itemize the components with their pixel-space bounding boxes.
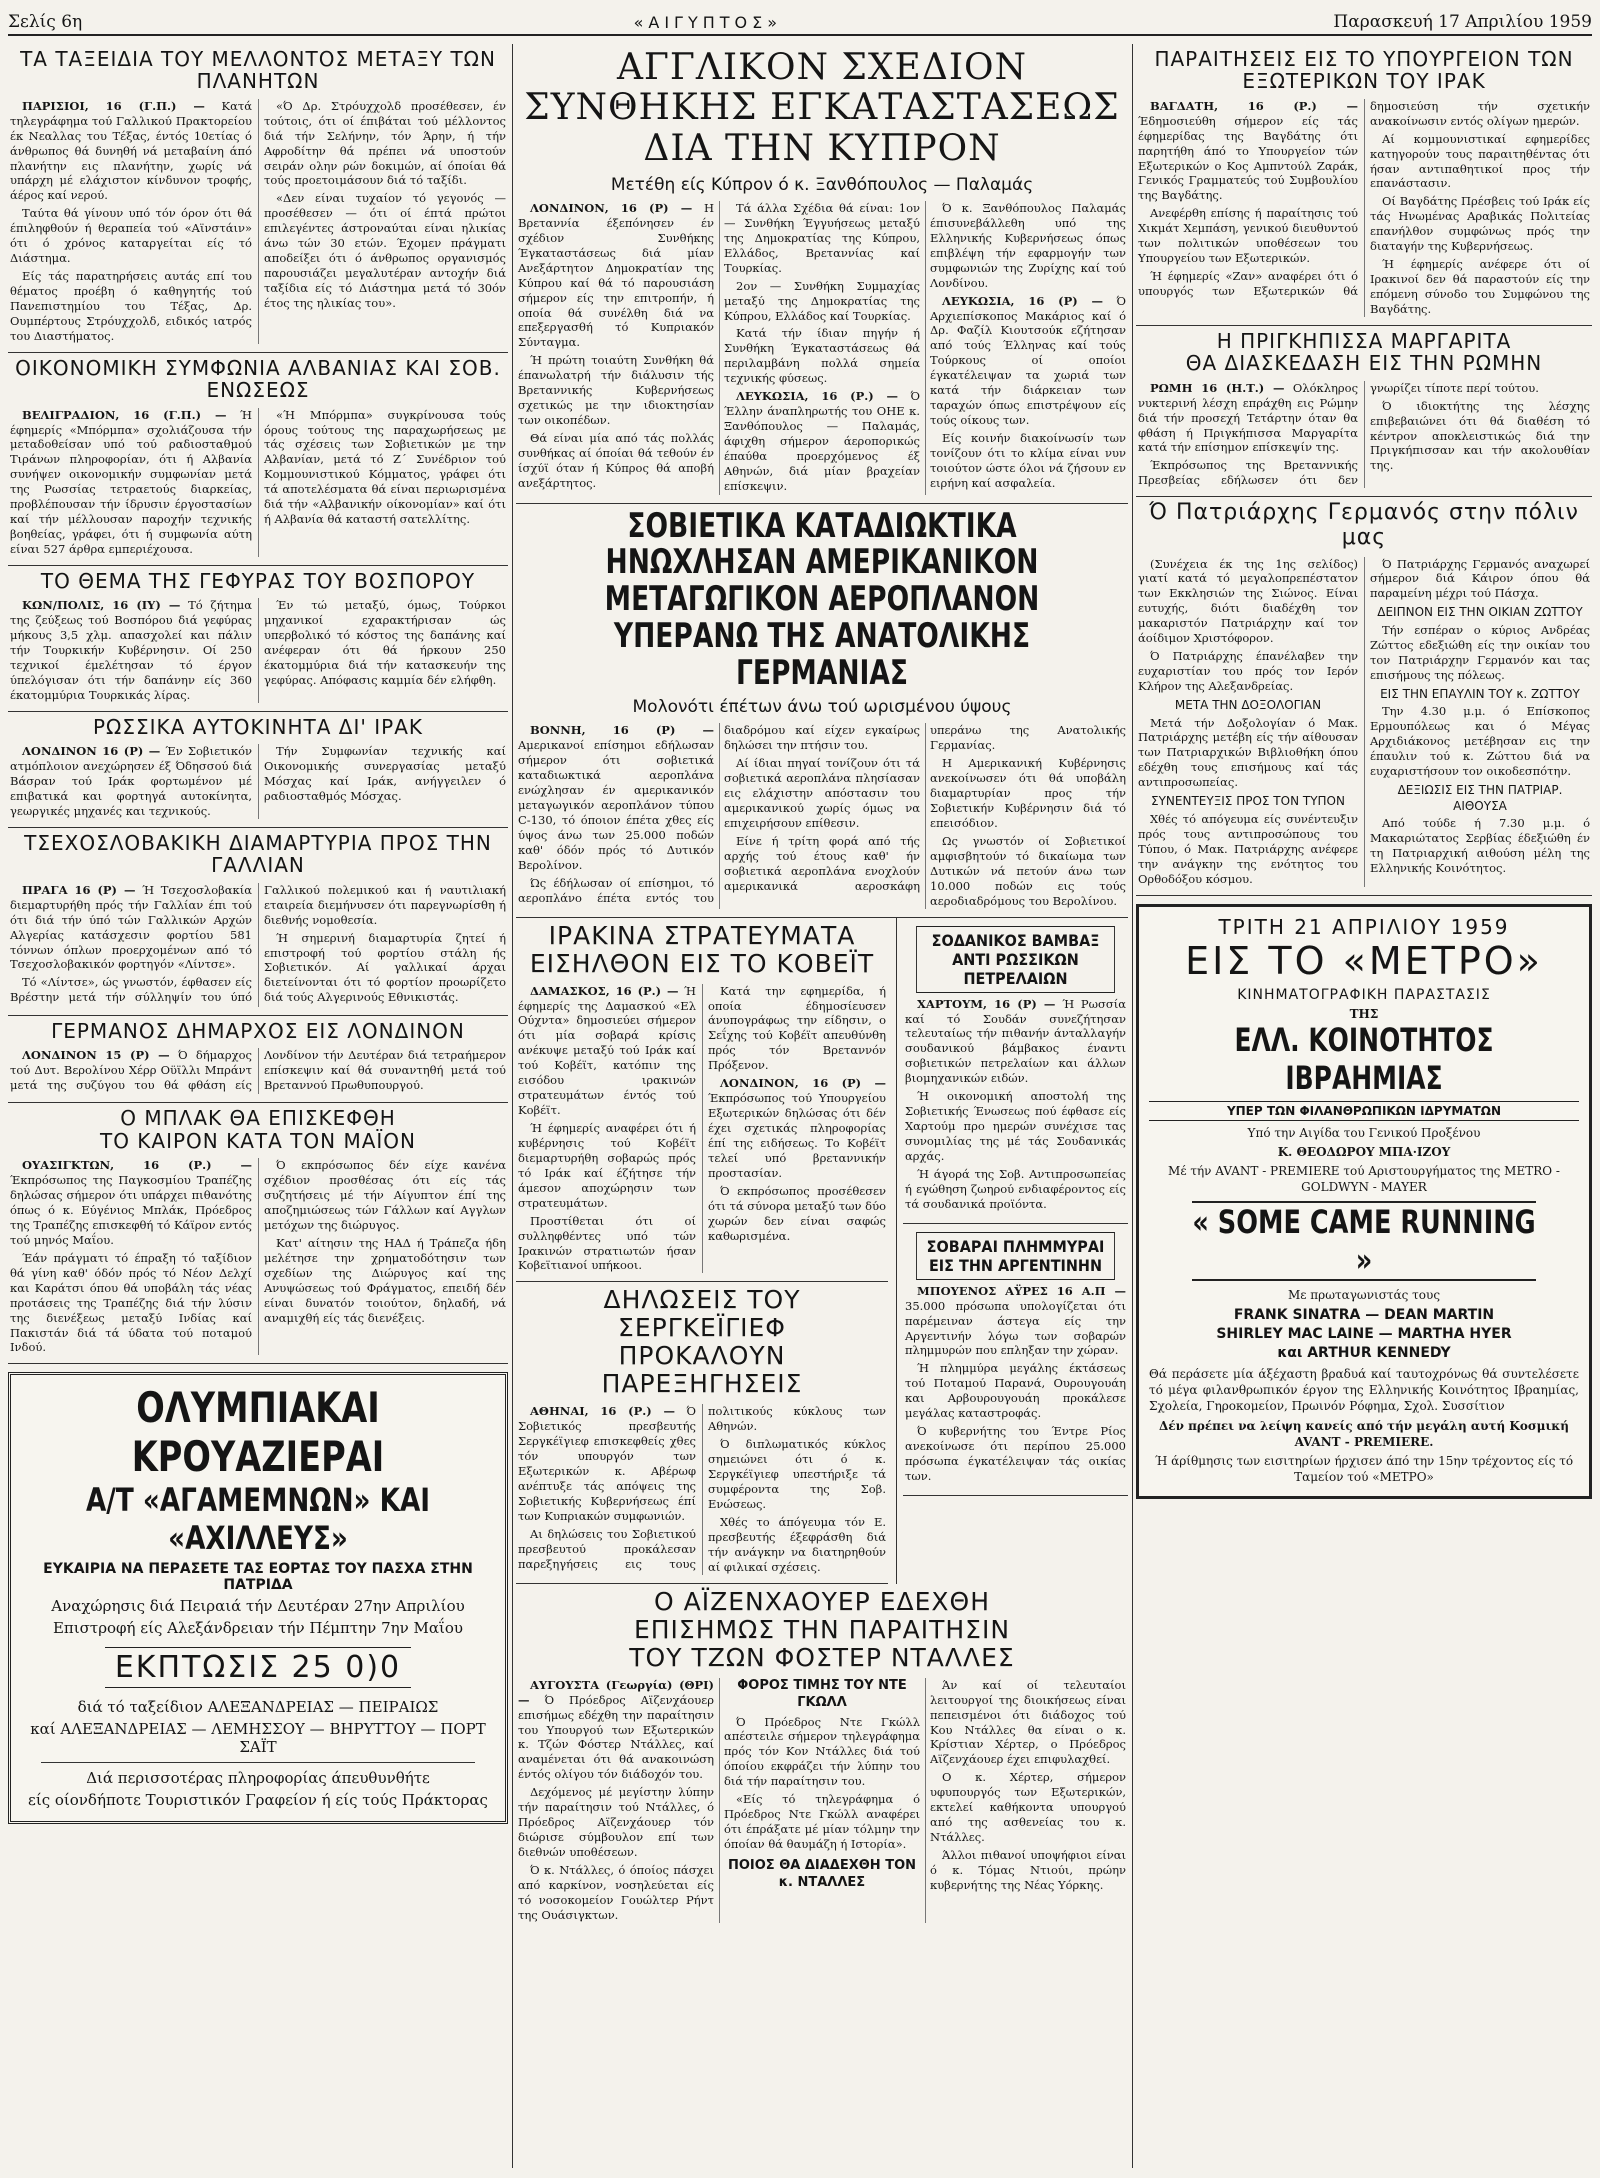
headline: ΤΟ ΘΕΜΑ ΤΗΣ ΓΕΦΥΡΑΣ ΤΟΥ ΒΟΣΠΟΡΟΥ <box>40 568 476 593</box>
paragraph: Ό Αρχιεπίσκοπος Μακάριος καί ό Δρ. Φαζίλ Κιουτσούκ εζήτησαν από τούς Έλληνας καί τούς Τούρκους οί οποίοι έγκατέλειψαν τα χωριά των κατά τήν διάρκειαν των ταραχών όπως επιστρέψουν είς τούς οίκους των. <box>930 293 1126 428</box>
paragraph: Ό Πρόεδρος Ντε Γκώλλ απέστειλε σήμερον τηλεγράφημα πρός τόν Κον Ντάλλες διά τού όποίου εκφράζει τήν λύπην του διά τήν παραίτησιν του. <box>724 1714 920 1789</box>
dateline: ΧΑΡΤΟΥΜ, 16 (Ρ) — <box>917 996 1056 1011</box>
ad-line: Κ. ΘΕΟΔΩΡΟΥ ΜΠΑ·ΙΖΟΥ <box>1277 1144 1451 1159</box>
ad-line: Επιστροφή είς Αλεξάνδρειαν τήν Πέμπτην 7ην Μαΐου <box>52 1619 464 1638</box>
subheading: ΠΟΙΟΣ ΘΑ ΔΙΑΔΕΧΘΗ ΤΟΝ κ. ΝΤΑΛΛΕΣ <box>727 1857 917 1890</box>
ad-line: Αναχώρησις διά Πειραιά τήν Δευτέραν 27ην Απριλίου <box>51 1597 465 1616</box>
paragraph: Ό κυβερνήτης του Έντρε Ρίος ανεκοίνωσε ότι περίπου 25.000 πρόσωπα έγκατέλειψαν τάς οικίας των. <box>905 1424 1126 1483</box>
paragraph: «Ό Δρ. Στρόυχχολδ προσέθεσεν, έν τούτοις, ότι οί έπιβάται τού μέλλοντος διά τήν Σελήνην, τόν Άρην, ή τήν Αφροδίτην θά πρέπει νά υποστούν σειράν ολην ρών δοκιμών, αί όποίαι θά τούς προετοιμάσουν διά τό ταξίδι. <box>264 98 506 188</box>
article-bosporus-bridge <box>8 566 508 712</box>
article-cyprus-treaty <box>516 44 1128 504</box>
paragraph: Η Βρεταννία έξεπόνησεν έν σχέδιον Συνθήκης Έγκαταστάσεως διά μίαν Ανεξάρτητον Δημοκρατίαν της Κύπρου καί θά τό παρουσιάση σήμερον είς την επιτροπήν, ή οποία θά συνέλθη διά να επεξεργασθή τό Κυπριακόν Σύνταγμα. <box>518 200 715 350</box>
paragraph: (Συνέχεια έκ της 1ης σελίδος) γιατί κατά τό μεγαλοπρεπέστατον των Εκκλησιών της Σιώνος. Είναι ευτυχής, διότι διαδέχθη τον μακαριστόν Πατριάρχην καί τον άοίδιμον Χριστόφορον. <box>1138 556 1358 646</box>
dateline: ΜΠΟΥΕΝΟΣ ΑΫΡΕΣ 16 Α.Π — <box>917 1283 1126 1298</box>
headline: Ο ΜΠΛΑΚ ΘΑ ΕΠΙΣΚΕΦΘΗ <box>120 1106 396 1131</box>
issue-date: Παρασκευή 17 Απριλίου 1959 <box>1333 12 1592 32</box>
article-german-mayor <box>8 1016 508 1104</box>
subheading: ΣΥΝΕΝΤΕΥΞΙΣ ΠΡΟΣ ΤΟΝ ΤΥΠΟΝ <box>1151 794 1345 809</box>
article-patriarch <box>1136 497 1592 895</box>
subheadline: Μετέθη είς Κύπρον ό κ. Ξανθόπουλος — Παλαμάς <box>610 174 1034 195</box>
paragraph: Προστίθεται ότι οί συλληφθέντες υπό τών Ιρακινών στρατιωτών ήσαν Κοβεϊτιανοί υπήκοοι. <box>518 1213 696 1273</box>
paragraph: Δεχόμενος μέ μεγίστην λύπην τήν παραίτησιν τού Ντάλλες, ό Πρόεδρος Αϊζενχάουερ τόν διώρισε σύμβουλον επί των διεθνών υποθέσεων. <box>518 1785 714 1860</box>
article-body <box>1138 381 1590 489</box>
paragraph: Αι δηλώσεις του Σοβιετικού πρεσβευτού προκάλεσαν παρεξηγήσεις εις τους πολιτικούς κύκλους των Αθηνών. <box>518 1404 886 1571</box>
paragraph: Είνε ή τρίτη φορά από τής αρχής τού έτους καθ' ήν σοβιετικά αεροπλάνα ενοχλούν αμερικανικά αεροσκάφη υπεράνω της Ανατολικής Γερμανίας. <box>724 723 1126 893</box>
dateline: ΠΑΡΙΣΙΟΙ, 16 (Γ.Π.) — <box>22 98 205 113</box>
ad-line: Δέν πρέπει να λείψη κανείς από τήν μεγάλη αυτή Κοσμική AVANT - PREMIERE. <box>1158 1418 1569 1449</box>
article-body <box>905 997 1126 1212</box>
column-rule <box>1132 44 1133 2168</box>
dateline: ΛΟΝΔΙΝΟΝ, 16 (Ρ) — <box>720 1076 886 1091</box>
dateline: ΚΩΝ/ΠΟΛΙΣ, 16 (ΙΥ) — <box>22 598 181 613</box>
paragraph: Ή οικονομική αποστολή της Σοβιετικής Ένωσεως πού έφθασε είς Χαρτούμ προ ημερών συνέχισε τας συνομιλίας της μέ τάς Σουδανικάς αρχάς. <box>905 1089 1126 1163</box>
paragraph: Ό κ. Ξανθόπουλος Παλαμάς έπισυνεβάλλεθη υπό της Ελληνικής Κυβερνήσεως όπως επιβλέψη τήν εφαρμογήν των συμφωνιών της Ζυρίχης καί τού Λονδίνου. <box>930 200 1126 290</box>
dateline: ΒΑΓΔΑΤΗ, 16 (Ρ.) — <box>1150 98 1358 113</box>
paragraph: Άλλοι πιθανοί υποψήφιοι είναι ό κ. Τόμας Ντιούι, πρώην κυβερνήτης της Νέας Υόρκης. <box>930 1848 1126 1892</box>
article-argentina-floods <box>903 1224 1128 1496</box>
article-body <box>1138 99 1590 317</box>
paragraph: Ή έφημερίς «Μπόρμπα» σχολιάζουσα τήν μεταδοθείσαν υπό τού ραδιοσταθμού Τιράνων πληροφορίαν, ότι ή Αλβανία συνήψεν οικονομικήν συμφωνίαν μετά της Ρωσσίας τετραετούς διαρκείας, προβλέπουσαν τήν ίδρυσιν έργοστασίων καί τήν μέλλουσαν παροχήν τεχνικής βοηθείας, γράφει, ότι ή συμφωνία αύτη είναι 527 άρθρα εμπεριέχουσα. <box>10 407 252 556</box>
paragraph: Ως γνωστόν οί Σοβιετικοί αμφισβητούν τό δικαίωμα των Δυτικών νά πετούν άνω των 10.000 ποδών εις τούς αεροδιαδρόμους του Βερολίνου. <box>930 833 1126 908</box>
paragraph: 35.000 πρόσωπα υπολογίζεται ότι παρέμειναν άστεγα είς την Αργεντινήν λόγω των σοβαρών πλημμυρών που επληξαν την χώραν. <box>905 1298 1126 1358</box>
paragraph: Ή πλημμύρα μεγάλης έκτάσεως τού Ποταμού Παρανά, Ουρουγουάη και Αρβουρουγουάη προκάλεσε μεγάλας καταστροφάς. <box>905 1361 1126 1421</box>
paragraph: Θά είναι μία από τάς πολλάς συνθήκας αί όποίαι θά τεθούν έν ίσχύϊ όταν ή Κύπρος θά αποβή ανεξάρτητος. <box>518 431 714 490</box>
headline: ΠΡΟΚΑΛΟΥΝ ΠΑΡΕΞΗΓΗΣΕΙΣ <box>601 1341 803 1399</box>
article-body <box>518 984 886 1274</box>
paragraph: Ή σημερινή διαμαρτυρία ζητεί ή επιστροφή τού φορτίου στάλη ής Σοβιετικόν. Αί γαλλικαί άρχαι διετείνονται ότι τό φορτίον προωρίζετο διά τούς Αλγερινούς Εθνικιστάς. <box>264 930 506 1005</box>
paragraph: Ή πρώτη τοιαύτη Συνθήκη θά έπανωλατρή τήν διάλυσιν τής Βρεταννικής Κυβερνήσεως σχετικώς με την ιδιοκτησίαν των οικοπέδων. <box>518 353 714 428</box>
paragraph: Ό εκπρόσωπος προσέθεσεν ότι τά σύνορα μεταξύ των δύο χωρών δεν είναι σαφώς καθωρισμένα. <box>708 1183 886 1243</box>
dateline: ΛΕΥΚΩΣΙΑ, 16 (Ρ.) — <box>736 389 898 404</box>
ad-line: Με πρωταγωνιστάς τους <box>1287 1288 1441 1303</box>
article-princess-margaret <box>1136 326 1592 497</box>
dateline: ΒΟΝΝΗ, 16 (Ρ) — <box>530 723 714 738</box>
headline: ΕΙΣΗΛΘΟΝ ΕΙΣ ΤΟ ΚΟΒΕΪΤ <box>529 948 875 978</box>
paragraph: «Ή Μπόρμπα» συγκρίνουσα τούς όρους τούτους της παραχωρήσεως με τάς σχέσεις των Σοβιετικών με την Αλβανίαν, μετά τό Ζ΄ Συνέδριον τού Κομμουνιστικού Κόμματος, γράφει ότι τά αποτελέσματα θά είναι περιωρισμένα διά τήν «Αλβανικήν οίκονομίαν» καί ότι ή Αλβανία θά καταστή σατελλίτης. <box>264 407 506 527</box>
subheading: ΔΕΞΙΩΣΙΣ ΕΙΣ ΤΗΝ ΠΑΤΡΙΑΡ. ΑΙΘΟΥΣΑ <box>1397 782 1563 813</box>
headline: ΠΑΡΑΙΤΗΣΕΙΣ ΕΙΣ ΤΟ ΥΠΟΥΡΓΕΙΟΝ ΤΩΝ ΕΞΩΤΕΡΙΚΩΝ ΤΟΥ ΙΡΑΚ <box>1154 47 1574 94</box>
paragraph: «Είς τό τηλεγράφημα ό Πρόεδρος Ντε Γκώλλ αναφέρει ότι έπράξατε μέ μίαν τόλμην την όποίαν θά θαυμάζη ή Ιστορία». <box>724 1792 920 1851</box>
headline: Ο ΑΪΖΕΝΧΑΟΥΕΡ ΕΔΕΧΘΗ <box>653 1586 990 1616</box>
headline: ΣΟΔΑΝΙΚΟΣ ΒΑΜΒΑΞ ΑΝΤΙ ΡΩΣΣΙΚΩΝ ΠΕΤΡΕΛΑΙΩΝ <box>916 926 1115 993</box>
article-body <box>518 1404 886 1574</box>
paragraph: Ό Έλλην άναπληρωτής του ΟΗΕ κ. Ξανθόπουλος — Παλαμάς, άφιχθη σήμερον άεροπορικώς έπαύθα προερχόμενος έξ Αθηνών, διά μίαν βραχείαν επίσκεψιν. <box>724 389 920 493</box>
paragraph: Έν τώ μεταξύ, όμως, Τούρκοι μηχανικοί εχαρακτήρισαν ώς υπερβολικό τό κόστος της δαπάνης καί ανέφεραν ότι θά ήρκουν 250 έκατομμύρια διά τήν κατασκευήν της γεφύρας. Απόφασις καμμία δέν ελήφθη. <box>264 598 506 688</box>
ad-line: Θά περάσετε μία άξέχαστη βραδυά καί ταυτοχρόνως θά συντελέσετε τό μέγα φιλανθρωπικόν έργον της Ελληνικής Κοινότητος Ιβραημίας, Σχολεία, Γηροκομείον, Πρωινόν Ρόφημα, Σχολ. Συσσίτιον <box>1149 1367 1579 1414</box>
paragraph: Αμερικανοί επίσημοι εδήλωσαν σήμερον ότι σοβιετικά καταδιωκτικά αεροπλάνα ενώχλησαν έν αμερικανικόν μεταγωγικόν αεροπλάνον τύπου C-130, τό όποιον έπέτα χθες είς ύψος άνω των 25.000 ποδών καθ' όδόν πρός τό Δυτικόν Βερολίνον. <box>518 738 714 872</box>
dateline: ΑΥΓΟΥΣΤΑ (Γεωργία) (ΘΡΙ) — <box>518 1677 714 1707</box>
dateline: ΒΕΛΙΓΡΑΔΙΟΝ, 16 (Γ.Π.) — <box>22 407 227 422</box>
paragraph: Οί Βαγδάτης Πρέσβεις τού Ιράκ είς τάς Ηνωμένας Αραβικάς Πολιτείας επανήλθον συμφώνως πρός την διαταγήν της Κυβερνήσεως. <box>1370 194 1590 254</box>
paragraph: Ό Πατριάρχης έπανέλαβεν την ευχαριστίαν του πρός τον Ιερόν Κλήρον της Αλεξανδρείας. <box>1138 649 1358 693</box>
headline: ΓΕΡΜΑΝΟΣ ΔΗΜΑΡΧΟΣ ΕΙΣ ΛΟΝΔΙΝΟΝ <box>51 1018 465 1043</box>
paragraph: Είς τάς παρατηρήσεις αυτάς επί του θέματος προέβη ό καθηγητής τού Πανεπιστημίου του Τέξας, Δρ. Ουμπέρτους Στρόυχχολδ, ειδικός ιατρός του Διαστήματος. <box>10 269 252 343</box>
paragraph: Ό διπλωματικός κύκλος σημειώνει ότι ό κ. Σεργκέϊγιεφ υπεστήριξε τά συμφέροντα της Σοβ. Ενώσεως. <box>708 1437 886 1512</box>
article-body <box>518 723 1126 908</box>
article-body <box>518 1678 1126 1923</box>
article-body <box>10 99 506 344</box>
dateline: ΛΟΝΔΙΝΟΝ 15 (Ρ) — <box>22 1048 170 1063</box>
divider <box>41 1762 475 1763</box>
paragraph: Ή έφημερίς ανέφερε ότι οί Ιρακινοί δεν θά παραστούν είς την επόμενη σύνοδο του Συμφώνου της Βαγδάτης. <box>1370 257 1590 316</box>
dateline: ΑΘΗΝΑΙ, 16 (Ρ.) — <box>530 1404 675 1419</box>
article-iraq-kuwait <box>516 918 888 1283</box>
cinema-advertisement <box>1136 904 1592 1500</box>
paragraph: Ολόκληρος νυκτερινή λέσχη επράχθη εις Ρώμην διά τήν προσεχή Τετάρτην όταν θα φθάση ή Πριγκήπισσα Μαργαρίτα κατά τήν επίσημον επίσκεψίν της. <box>1138 380 1359 455</box>
headline: Ό Πατριάρχης Γερμανός στην πόλιν μας <box>1149 500 1579 550</box>
column-rule <box>512 44 513 2168</box>
paragraph: Τήν Συμφωνίαν τεχνικής καί Οικονομικής συνεργασίας μεταξύ Μόσχας καί Ιράκ, ανήγγειλεν ό ραδιοσταθμός Μόσχας. <box>264 744 506 804</box>
paragraph: Ή Τσεχοσλοβακία διεμαρτυρήθη πρός τήν Γαλλίαν έπι τού ότι διά τήν ύπό τών Γαλλικών Αρχών Αλγερίας κατάσχεσιν φορτίου 581 τόννων όπλων προερχομένων από τό Τσεχοσλοβακικόν φορτηγόν «Λίντσε». <box>10 882 253 972</box>
article-sudan-cotton <box>903 918 1128 1224</box>
cast-line: SHIRLEY MAC LAINE — MARTHA HYER <box>1216 1326 1512 1343</box>
cast-line: και ARTHUR KENNEDY <box>1277 1345 1451 1362</box>
article-body <box>10 883 506 1007</box>
headline: ΑΓΓΛΙΚΟΝ ΣΧΕΔΙΟΝ ΣΥΝΘΗΚΗΣ ΕΓΚΑΤΑΣΤΑΣΕΩΣ ΔΙΑ ΤΗΝ ΚΥΠΡΟΝ <box>524 47 1120 169</box>
dateline: ΟΥΑΣΙΓΚΤΩΝ, 16 (Ρ.) — <box>22 1158 252 1173</box>
paragraph: Κατά τήν ίδιαν πηγήν ή Συνθήκη Έγκαταστάσεως θά περιλαμβάνη πολλά σημεία τεχνικής φύσεως. <box>724 326 920 386</box>
article-space-travel <box>8 44 508 353</box>
ad-line: Υπό την Αιγίδα του Γενικού Προξένου <box>1247 1125 1481 1140</box>
headline: ΙΡΑΚΙΝΑ ΣΤΡΑΤΕΥΜΑΤΑ <box>548 920 856 950</box>
paragraph: Κατά τηλεγράφημα τού Γαλλικού Πρακτορείου έκ Νεαλλας του Τέξας, έντός 10ετίας ό άνθρωπος θά δυνηθή νά μεταβαίνη άπό πλανήτην εις πλανήτην, χωρίς νά υπάρχη μέ ελάχιστον κίνδυνον τροφής, άέρος καί νερού. <box>10 98 252 203</box>
headline: ΡΩΣΣΙΚΑ ΑΥΤΟΚΙΝΗΤΑ ΔΙ' ΙΡΑΚ <box>93 714 423 739</box>
article-body <box>10 1048 506 1094</box>
event-date: ΤΡΙΤΗ 21 ΑΠΡΙΛΙΟΥ 1959 <box>1218 914 1510 939</box>
paragraph: Αί κομμουνιστικαί εφημερίδες κατηγορούν τους παραιτηθέντας ότι ήσαν αντιπαθητικοί προς τήν επανάστασιν. <box>1370 131 1590 191</box>
paragraph: Έδημοσιεύθη σήμερον είς τάς έφημερίδας της Βαγδάτης ότι παρητήθη άπό το Υπουργείον τών Εξωτερικών ο Κος Αμπντούλ Ζαράκ, Γενικός Γραμματεύς τού Συμβουλίου της Βαγδάτης. <box>1138 113 1358 203</box>
paragraph: Από τούδε ή 7.30 μ.μ. ό Μακαριώτατος Σερβίας έδεξιώθη έν τη Πατριαρχική αιθούση μέλη της Ελληνικής Κοινότητος. <box>1370 816 1590 875</box>
subheading: ΦΟΡΟΣ ΤΙΜΗΣ ΤΟΥ ΝΤΕ ΓΚΩΛΛ <box>737 1677 907 1710</box>
paragraph: Ό Πρόεδρος Αϊζενχάουερ επισήμως εδέχθη την παραίτησιν του Υπουργού των Εξωτερικών κ. Τζών Φόστερ Ντάλλες, καί αναμένεται ότι θά ανακοινώση έντός ολίγου τόν διάδοχόν του. <box>518 1692 714 1782</box>
paragraph: Αί ίδιαι πηγαί τονίζουν ότι τά σοβιετικά αεροπλάνα πλησίασαν εις ελάχιστην απόστασιν του αμερικανικού χωρίς όμως να επιχειρήσουν επίθεσιν. <box>724 756 920 830</box>
article-body <box>10 408 506 557</box>
article-iraq-resignations <box>1136 44 1592 326</box>
ad-title: ΟΛΥΜΠΙΑΚΑΙ ΚΡΟΥΑΖΙΕΡΑΙ <box>131 1383 385 1482</box>
subheading: ΔΕΙΠΝΟΝ ΕΙΣ ΤΗΝ ΟΙΚΙΑΝ ΖΩΤΤΟΥ <box>1377 605 1583 620</box>
event-kind: ΚΙΝΗΜΑΤΟΓΡΑΦΙΚΗ ΠΑΡΑΣΤΑΣΙΣ <box>1237 986 1491 1003</box>
paragraph: Ταύτα θά γίνουν υπό τόν όρον ότι θά έπιληφθούν ή θεραπεία τού «Αϊνστάιν» ότι ό χρόνος καταργείται είς τό Διάστημα. <box>10 206 252 266</box>
organizer: ΕΛΛ. ΚΟΙΝΟΤΗΤΟΣ ΙΒΡΑΗΜΙΑΣ <box>1234 1020 1494 1097</box>
ad-line: καί ΑΛΕΞΑΝΔΡΕΙΑΣ — ΛΕΜΗΣΣΟΥ — ΒΗΡΥΤΤΟΥ — ΠΟΡΤ ΣΑΪΤ <box>30 1720 486 1757</box>
paragraph: Τά άλλα Σχέδια θά είναι: 1ον — Συνθήκη Έγγυήσεως μεταξύ της Δημοκρατίας της Κύπρου, Ελλάδος, Βρεταννίας καί Τουρκίας. <box>724 200 920 275</box>
event-of: ΤΗΣ <box>1349 1006 1379 1021</box>
paragraph: Ό Πατριάρχης Γερμανός αναχωρεί σήμερον διά Κάιρον όπου θά παραμείνη μέχρι τού Πάσχα. <box>1370 556 1590 601</box>
paragraph: Χθές τό απόγευμα είς συνέντευξιν πρός τους αντιπροσώπους του Τύπου, ό Μακ. Πατριάρχης ανέφερε την ανάγκην της ενότητος του Ορθοδόξου κόσμου. <box>1138 811 1358 886</box>
paragraph: Τό «Λίντσε», ώς γνωστόν, έφθασεν είς Βρέστην μετά τήν σύλληψίν του ύπό Γαλλικού πολεμικού και ή ναυτιλιακή εταιρεία διεμήνυσεν ότι παρεγνωρίσθη ή διεθνής νομοθεσία. <box>10 882 506 1005</box>
article-body <box>1138 557 1590 887</box>
paragraph: Κατά την εφημερίδα, ή οποία έδημοσίευσεν άνυπογράφως την είδησιν, ο Σεΐχης τού Κοβέϊτ απευθύνθη πρός τόν Βρεταννόν Πρόξενον. <box>708 983 886 1073</box>
headline: ΤΣΕΧΟΣΛΟΒΑΚΙΚΗ ΔΙΑΜΑΡΤΥΡΙΑ ΠΡΟΣ ΤΗΝ ΓΑΛΛΙΑΝ <box>24 830 492 878</box>
headline: ΕΠΙΣΗΜΩΣ ΤΗΝ ΠΑΡΑΙΤΗΣΙΝ <box>633 1614 1011 1644</box>
article-body <box>10 598 506 703</box>
ad-line: ΕΥΚΑΙΡΙΑ ΝΑ ΠΕΡΑΣΕΤΕ ΤΑΣ ΕΟΡΤΑΣ ΤΟΥ ΠΑΣΧΑ ΣΤΗΝ ΠΑΤΡΙΔΑ <box>43 1561 473 1594</box>
paragraph: Ή έφημερίς αναφέρει ότι ή κυβέρνησις τού Κοβέϊτ διεμαρτυρήθη σοβαρώς πρός τό Ιράκ καί έζήτησε τήν άμεσον αποχώρησιν των στρατευμάτων. <box>518 1121 696 1210</box>
headline: ΤΑ ΤΑΞΕΙΔΙΑ ΤΟΥ ΜΕΛΛΟΝΤΟΣ ΜΕΤΑΞΥ ΤΩΝ ΠΛΑΝΗΤΩΝ <box>20 47 496 94</box>
paragraph: «Δεν είναι τυχαίον τό γεγονός — προσέθεσεν — ότι οί έπτά πρώτοι επιλεγέντες άστροναύται είναι ηλικίας άνω τών 30 ετών. Έχομεν πράγματι αποδείξει ότι ό άνθρωπος οργανισμός παρουσιάζει μεγαλυτέραν αντοχήν διά ταξίδια είς τό Διάστημα μετά τό 30όν έτος της ηλικίας του». <box>264 191 506 310</box>
paragraph: Έκπρόσωπος της Βρεταννικής Πρεσβείας εδήλωσεν ότι δεν γνωρίζει τίποτε περί τούτου. <box>1138 380 1539 488</box>
paragraph: Ό Σοβιετικός πρεσβευτής Σεργκέϊγιεφ επισκεφθείς χθες τόν υπουργόν των Εξωτερικών κ. Αβέρωφ ανέπτυξε τάς απόψεις της Σοβιετικής Κυβερνήσεως έπί των Κυπριακών συμφωνιών. <box>518 1404 696 1523</box>
center-split <box>516 918 1128 1584</box>
paragraph: Ανεφέρθη επίσης ή παραίτησις τού Χικμάτ Χεμπάση, γενικού διευθυντού των πολιτικών υποθέσεων του Υπουργείου των Εξωτερικών. <box>1138 206 1358 266</box>
article-soviet-fighters <box>516 504 1128 918</box>
ad-line: είς οίονδήποτε Τουριστικόν Γραφείον ή είς τούς Πράκτορας <box>28 1791 488 1810</box>
article-body <box>518 201 1126 495</box>
paragraph: Ό εκπρόσωπος δέν είχε κανένα σχέδιον προσθέσας ότι είς τάς συζητήσεις μέ τήν Αίγυπτον έπί της αποζημιώσεως τών Γάλλων καί Αγγλων μετόχων της διώρυγος. <box>264 1158 506 1232</box>
paragraph: 2ον — Συνθήκη Συμμαχίας μεταξύ της Δημοκρατίας της Κύπρου, Ελλάδος καί Τουρκίας. <box>724 278 920 323</box>
headline: ΤΟΥ ΤΖΩΝ ΦΟΣΤΕΡ ΝΤΑΛΛΕΣ <box>629 1642 1015 1672</box>
headline: ΤΟ ΚΑΙΡΟΝ ΚΑΤΑ ΤΟΝ ΜΑΪΟΝ <box>99 1128 416 1153</box>
headline: ΣΟΒΙΕΤΙΚΑ ΚΑΤΑΔΙΩΚΤΙΚΑ ΗΝΩΧΛΗΣΑΝ ΑΜΕΡΙΚΑΝΙΚΟΝ ΜΕΤΑΓΩΓΙΚΟΝ ΑΕΡΟΠΛΑΝΟΝ ΥΠΕΡΑΝΩ ΤΗΣ ΑΝΑΤΟΛΙΚΗΣ ΓΕΡΜΑΝΙΑΣ <box>604 505 1040 693</box>
paper-name: «ΑΙΓΥΠΤΟΣ» <box>633 12 783 32</box>
paragraph: Μετά τήν Δοξολογίαν ό Μακ. Πατριάρχης μετέβη είς τήν αίθουσαν των Πατριαρχικών Βιβλιοθήκη όπου εδέχθη τους επισήμους καί τάς αντιπροσωπείας. <box>1138 715 1358 790</box>
cast-line: FRANK SINATRA — DEAN MARTIN <box>1233 1307 1495 1324</box>
dateline: ΡΩΜΗ 16 (Η.Τ.) — <box>1150 380 1285 395</box>
paragraph: Έκπρόσωπος της Παγκοσμίου Τραπέζης δηλώσας σήμερον ότι υπάρχει πιθανότης όπως ό κ. Εύγένιος Μπλάκ, Πρόεδρος της Τραπέζης επισκεφθή τό Κάϊρον εντός τού μηνός Μαΐου. <box>10 1173 252 1247</box>
headline: Η ΠΡΙΓΚΗΠΙΣΣΑ ΜΑΡΓΑΡΙΤΑ <box>1216 328 1512 353</box>
paragraph: Ό κ. Ντάλλες, ό όποίος πάσχει από καρκίνον, νοσηλεύεται είς τό νοσοκομείον Γουώλτερ Ρήντ της Ουάσιγκτων. <box>518 1862 714 1922</box>
subheading: ΜΕΤΑ ΤΗΝ ΔΟΞΟΛΟΓΙΑΝ <box>1174 697 1322 712</box>
headline: ΣΟΒΑΡΑΙ ΠΛΗΜΜΥΡΑΙ ΕΙΣ ΤΗΝ ΑΡΓΕΝΤΙΝΗΝ <box>916 1232 1115 1280</box>
beneficiary: ΥΠΕΡ ΤΩΝ ΦΙΛΑΝΘΡΩΠΙΚΩΝ ΙΔΡΥΜΑΤΩΝ <box>1149 1101 1579 1121</box>
column-right <box>1136 44 1592 2168</box>
dateline: ΛΟΝΔΙΝΟΝ, 16 (Ρ) — <box>530 200 693 215</box>
center-split-left <box>516 918 888 1584</box>
center-split-right <box>896 918 1128 1584</box>
cruise-advertisement <box>8 1372 508 1824</box>
article-albania-ussr <box>8 353 508 566</box>
paragraph: Την 4.30 μ.μ. ό Επίσκοπος Ερμουπόλεως και ό Μέγας Αρχιδιάκονος μετέβησαν εις την έπαυλιν τού κ. Ζώττου διά να ευχαριστήσουν τον οικοδεσπότην. <box>1370 704 1590 778</box>
paragraph: Ο κ. Χέρτερ, σήμερον υφυπουργός των Εξωτερικών, εκτελεί καθήκοντα υπουργού από της ασθενείας του κ. Ντάλλες. <box>930 1770 1126 1845</box>
subheading: ΕΙΣ ΤΗΝ ΕΠΑΥΛΙΝ ΤΟΥ κ. ΖΩΤΤΟΥ <box>1380 686 1580 701</box>
paragraph: Τήν εσπέραν ο κύριος Ανδρέας Ζώττος εδεξιώθη είς την οικίαν του τον Πατριάρχην Γερμανόν και τας επισήμους της πόλεως. <box>1370 622 1590 682</box>
page-number: Σελίς 6η <box>8 12 83 32</box>
headline: ΘΑ ΔΙΑΣΚΕΔΑΣΗ ΕΙΣ ΤΗΝ ΡΩΜΗΝ <box>1185 351 1543 376</box>
headline: ΟΙΚΟΝΟΜΙΚΗ ΣΥΜΦΩΝΙΑ ΑΛΒΑΝΙΑΣ ΚΑΙ ΣΟΒ. ΕΝΩΣΕΩΣ <box>15 355 501 403</box>
paragraph: Ώς έδήλωσαν οί επίσημοι, τό αεροπλάνο έπέτα εντός του διαδρόμου καί είχεν εγκαίρως δηλώσει την πτήσιν του. <box>518 723 920 905</box>
paragraph: Η Αμερικανική Κυβέρνησις ανεκοίνωσεν ότι θά υποβάλη διαμαρτυρίαν προς τήν Σοβιετικήν Κυβέρνησιν διά τό επεισόδιον. <box>930 756 1126 830</box>
ad-line: διά τό ταξείδιον ΑΛΕΞΑΝΔΡΕΙΑΣ — ΠΕΙΡΑΙΩΣ <box>77 1698 439 1717</box>
paragraph: Έκπρόσωπος τού Υπουργείου Εξωτερικών δηλώσας ότι δέν έχει σχετικάς πληροφορίας έπί της ειδήσεως. Το Κοβέϊτ τελεί υπό βρεταννικήν προστασίαν. <box>708 1091 886 1180</box>
paragraph: Ό ιδιοκτήτης της λέσχης επιβεβαιώνει ότι θά διαθέση τό κέντρον αποκλειστικώς διά την Πριγκήπισσαν και τήν ακολουθίαν της. <box>1370 398 1590 473</box>
paragraph: Χθές το άπόγευμα τόν Ε. πρεσβευτής έξεφράσθη διά τήν ανάγκην να διατηρηθούν αί φιλικαί σχέσεις. <box>708 1514 886 1574</box>
article-dulles-resignation <box>516 1584 1128 1931</box>
venue-name: ΕΙΣ ΤΟ «ΜΕΤΡΟ» <box>1185 938 1543 983</box>
dateline: ΛΕΥΚΩΣΙΑ, 16 (Ρ) — <box>942 293 1103 308</box>
paragraph: Ή έφημερίς της Δαμασκού «Ελ Ούχντα» δημοσιεύει σήμερον ότι μία σοβαρά κρίσις ανέκυψε μεταξύ τού Ιράκ καί τού Κοβέϊτ, κατόπιν της εισόδου ιρακινών στρατευμάτων έντός τού Κοβέϊτ. <box>518 983 696 1118</box>
ad-discount: ΕΚΠΤΩΣΙΣ 25 0)0 <box>105 1647 411 1688</box>
ad-line: Ή άρίθμησις των εισιτηρίων ήρχισεν άπό την 15ην τρέχοντος είς τό Ταμείον τού «ΜΕΤΡΟ» <box>1154 1454 1574 1485</box>
paragraph: Ή έφημερίς «Ζαν» αναφέρει ότι ό υπουργός των Εξωτερικών θά δημοσιεύση τήν σχετικήν ανακοίνωσιν εντός ολίγων ημερών. <box>1138 98 1590 299</box>
article-black-cairo <box>8 1103 508 1364</box>
article-body <box>10 1158 506 1355</box>
ad-line: Μέ τήν AVANT - PREMIERE τού Αριστουργήματος της METRO - GOLDWYN - MAYER <box>1168 1163 1560 1195</box>
article-czech-protest <box>8 828 508 1016</box>
article-russian-cars-iraq <box>8 712 508 828</box>
paragraph: Άν καί οί τελευταίοι λειτουργοί της διοικήσεως είναι πεπεισμένοι ότι διάδοχος τού Κου Ντάλλες θα είναι ο κ. Κρίστιαν Χέρτερ, ο Πρόεδρος Αϊζενχάουερ έχει επιφυλαχθεί. <box>930 1677 1126 1767</box>
headline: ΔΗΛΩΣΕΙΣ ΤΟΥ ΣΕΡΓΚΕΪΓΙΕΦ <box>603 1285 801 1343</box>
article-body <box>10 744 506 819</box>
dateline: ΔΑΜΑΣΚΟΣ, 16 (Ρ.) — <box>530 983 679 998</box>
article-body <box>905 1284 1126 1484</box>
ad-line: Διά περισσοτέρας πληροφορίας άπευθυνθήτε <box>86 1769 430 1788</box>
subheadline: Μολονότι έπέτων άνω τού ωρισμένου ύψους <box>632 697 1012 718</box>
paragraph: Έν Σοβιετικόν ατμόπλοιον ανεχώρησεν έξ Όδησσού διά Βάσραν τού Ιράκ φορτωμένον μέ επιβατικά και φορτηγά αυτοκίνητα, γεωργικές μηχανές και τεχνικούς. <box>10 744 253 819</box>
paragraph: Έάν πράγματι τό έπραξη τό ταξίδιον θά γίνη καθ' όδόν πρός τό Νέον Δελχί και Καράτσι όπου θά υποβάλη τάς νέας προτάσεις της Τραπέζης διά τήν λύσιν της διενέξεως μεταξύ Ινδίας καί Πακιστάν διά τά ύδατα τού ποταμού Ινδού. <box>10 1250 252 1355</box>
paragraph: Ό δήμαρχος τού Δυτ. Βερολίνου Χέρρ Οϋϊλλι Μπράντ μετά της συζύγου του θά φθάση είς Λονδίνον τήν Δευτέραν διά τετραήμερον επίσκεψιν καί θά συναντηθή μετά τού Βρεταννού Πρωθυπουργού. <box>10 1048 506 1093</box>
masthead <box>8 10 1592 36</box>
paragraph: Ή άγορά της Σοβ. Αντιπροσωπείας ή εγώθηση ζωηρού ενδιαφέροντος είς τά σουδανικά προϊόντα. <box>905 1166 1126 1211</box>
article-sergeyev <box>516 1282 888 1583</box>
dateline: ΠΡΑΓΑ 16 (Ρ) — <box>22 882 136 897</box>
paragraph: Ή Ρωσσία καί τό Σουδάν συνεζήτησαν τελευταίως τήν πιθανήν άνταλλαγήν σουδανικού βάμβακος έναντι σοβιετικών πετρελαίων και άλλων βιομηχανικών ειδών. <box>905 996 1126 1086</box>
column-center <box>516 44 1128 2168</box>
dateline: ΛΟΝΔΙΝΟΝ 16 (Ρ) — <box>22 744 161 759</box>
ad-ships: Α/Τ «ΑΓΑΜΕΜΝΩΝ» ΚΑΙ «ΑΧΙΛΛΕΥΣ» <box>85 1481 431 1558</box>
column-left <box>8 44 508 2168</box>
paragraph: Κατ' αίτησιν της ΗΑΔ ή Τράπεζα ήδη μελέτησε την χρηματοδότησιν των σχεδίων της Διώρυγος καί της Ανυψώσεως τού Φράγματος, επειδή δέν είναι δυνατόν τοιούτον, δηλαδή, νά αναμιχθή είς τάς διενέξεις. <box>264 1235 506 1325</box>
film-title: « SOME CAME RUNNING » <box>1192 1203 1536 1280</box>
paragraph: Είς κοινήν διακοίνωσίν των τονίζουν ότι το κλίμα είναι νυν τοιούτον ώστε όλοι νά ζήσουν εν ειρήνη καί ασφαλεία. <box>930 431 1126 490</box>
paragraph: Τό ζήτημα της ζεύξεως τού Βοσπόρου διά γεφύρας μήκους 3,5 χλμ. απασχολεί και πάλιν τήν Τουρκικήν Κυβέρνησιν. Οί 250 τεχνικοί έμελέτησαν τό έργον ύπελόγισαν ότι τήν δαπάνην είς 360 έκατομμύρια Τουρκικάς λίρας. <box>10 598 252 702</box>
